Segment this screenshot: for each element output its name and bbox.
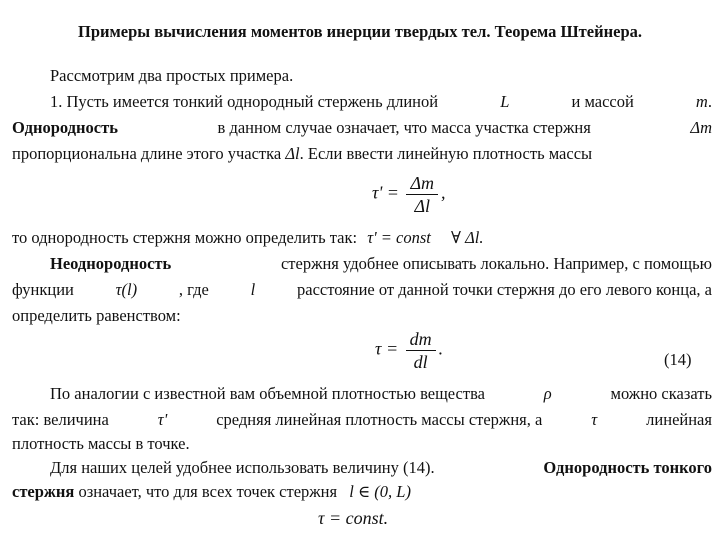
paragraph-2-line-2: функции τ(l) , где l расстояние от данной точки стержня до его левого конца, а xyxy=(12,280,712,299)
paragraph-4-line-2: стержня означает, что для всех точек стержня l ∈ (0, L) xyxy=(12,482,411,501)
equation-homogeneity: τ = const. xyxy=(318,508,389,528)
paragraph-1-line-4: то однородность стержня можно определить так: τ' = const ∀ Δl. xyxy=(12,228,484,247)
paragraph-2-line-1: Неоднородность стержня удобнее описывать локально. Например, с помощью xyxy=(50,254,712,273)
paragraph-3-line-2: так: величина τ' средняя линейная плотность массы стержня, а τ линейная xyxy=(12,410,712,429)
equation-linear-density-local: τ = $\frac{dm}{dl}$ . xyxy=(375,329,444,372)
paragraph-1-line-1: 1. Пусть имеется тонкий однородный стержень длиной L и массой m. xyxy=(50,92,712,111)
paragraph-1-line-3: пропорциональна длине этого участка Δl. Если ввести линейную плотность массы xyxy=(12,144,593,163)
page-title: Примеры вычисления моментов инерции твердых тел. Теорема Штейнера. xyxy=(77,22,642,41)
equation-linear-density-average: τ' = $\frac{\Delta m}{\Delta l}$ , xyxy=(372,173,446,216)
paragraph-4-line-1: Для наших целей удобнее использовать величину (14). Однородность тонкого xyxy=(50,458,712,477)
paragraph-3-line-3: плотность массы в точке. xyxy=(12,434,190,453)
intro-line: Рассмотрим два простых примера. xyxy=(50,66,294,85)
paragraph-3-line-1: По аналогии с известной вам объемной плотностью вещества ρ можно сказать xyxy=(50,384,712,403)
paragraph-1-line-2: Однородность в данном случае означает, что масса участка стержня Δm xyxy=(12,118,712,137)
equation-number: (14) xyxy=(664,350,692,369)
paragraph-2-line-3: определить равенством: xyxy=(12,306,181,325)
